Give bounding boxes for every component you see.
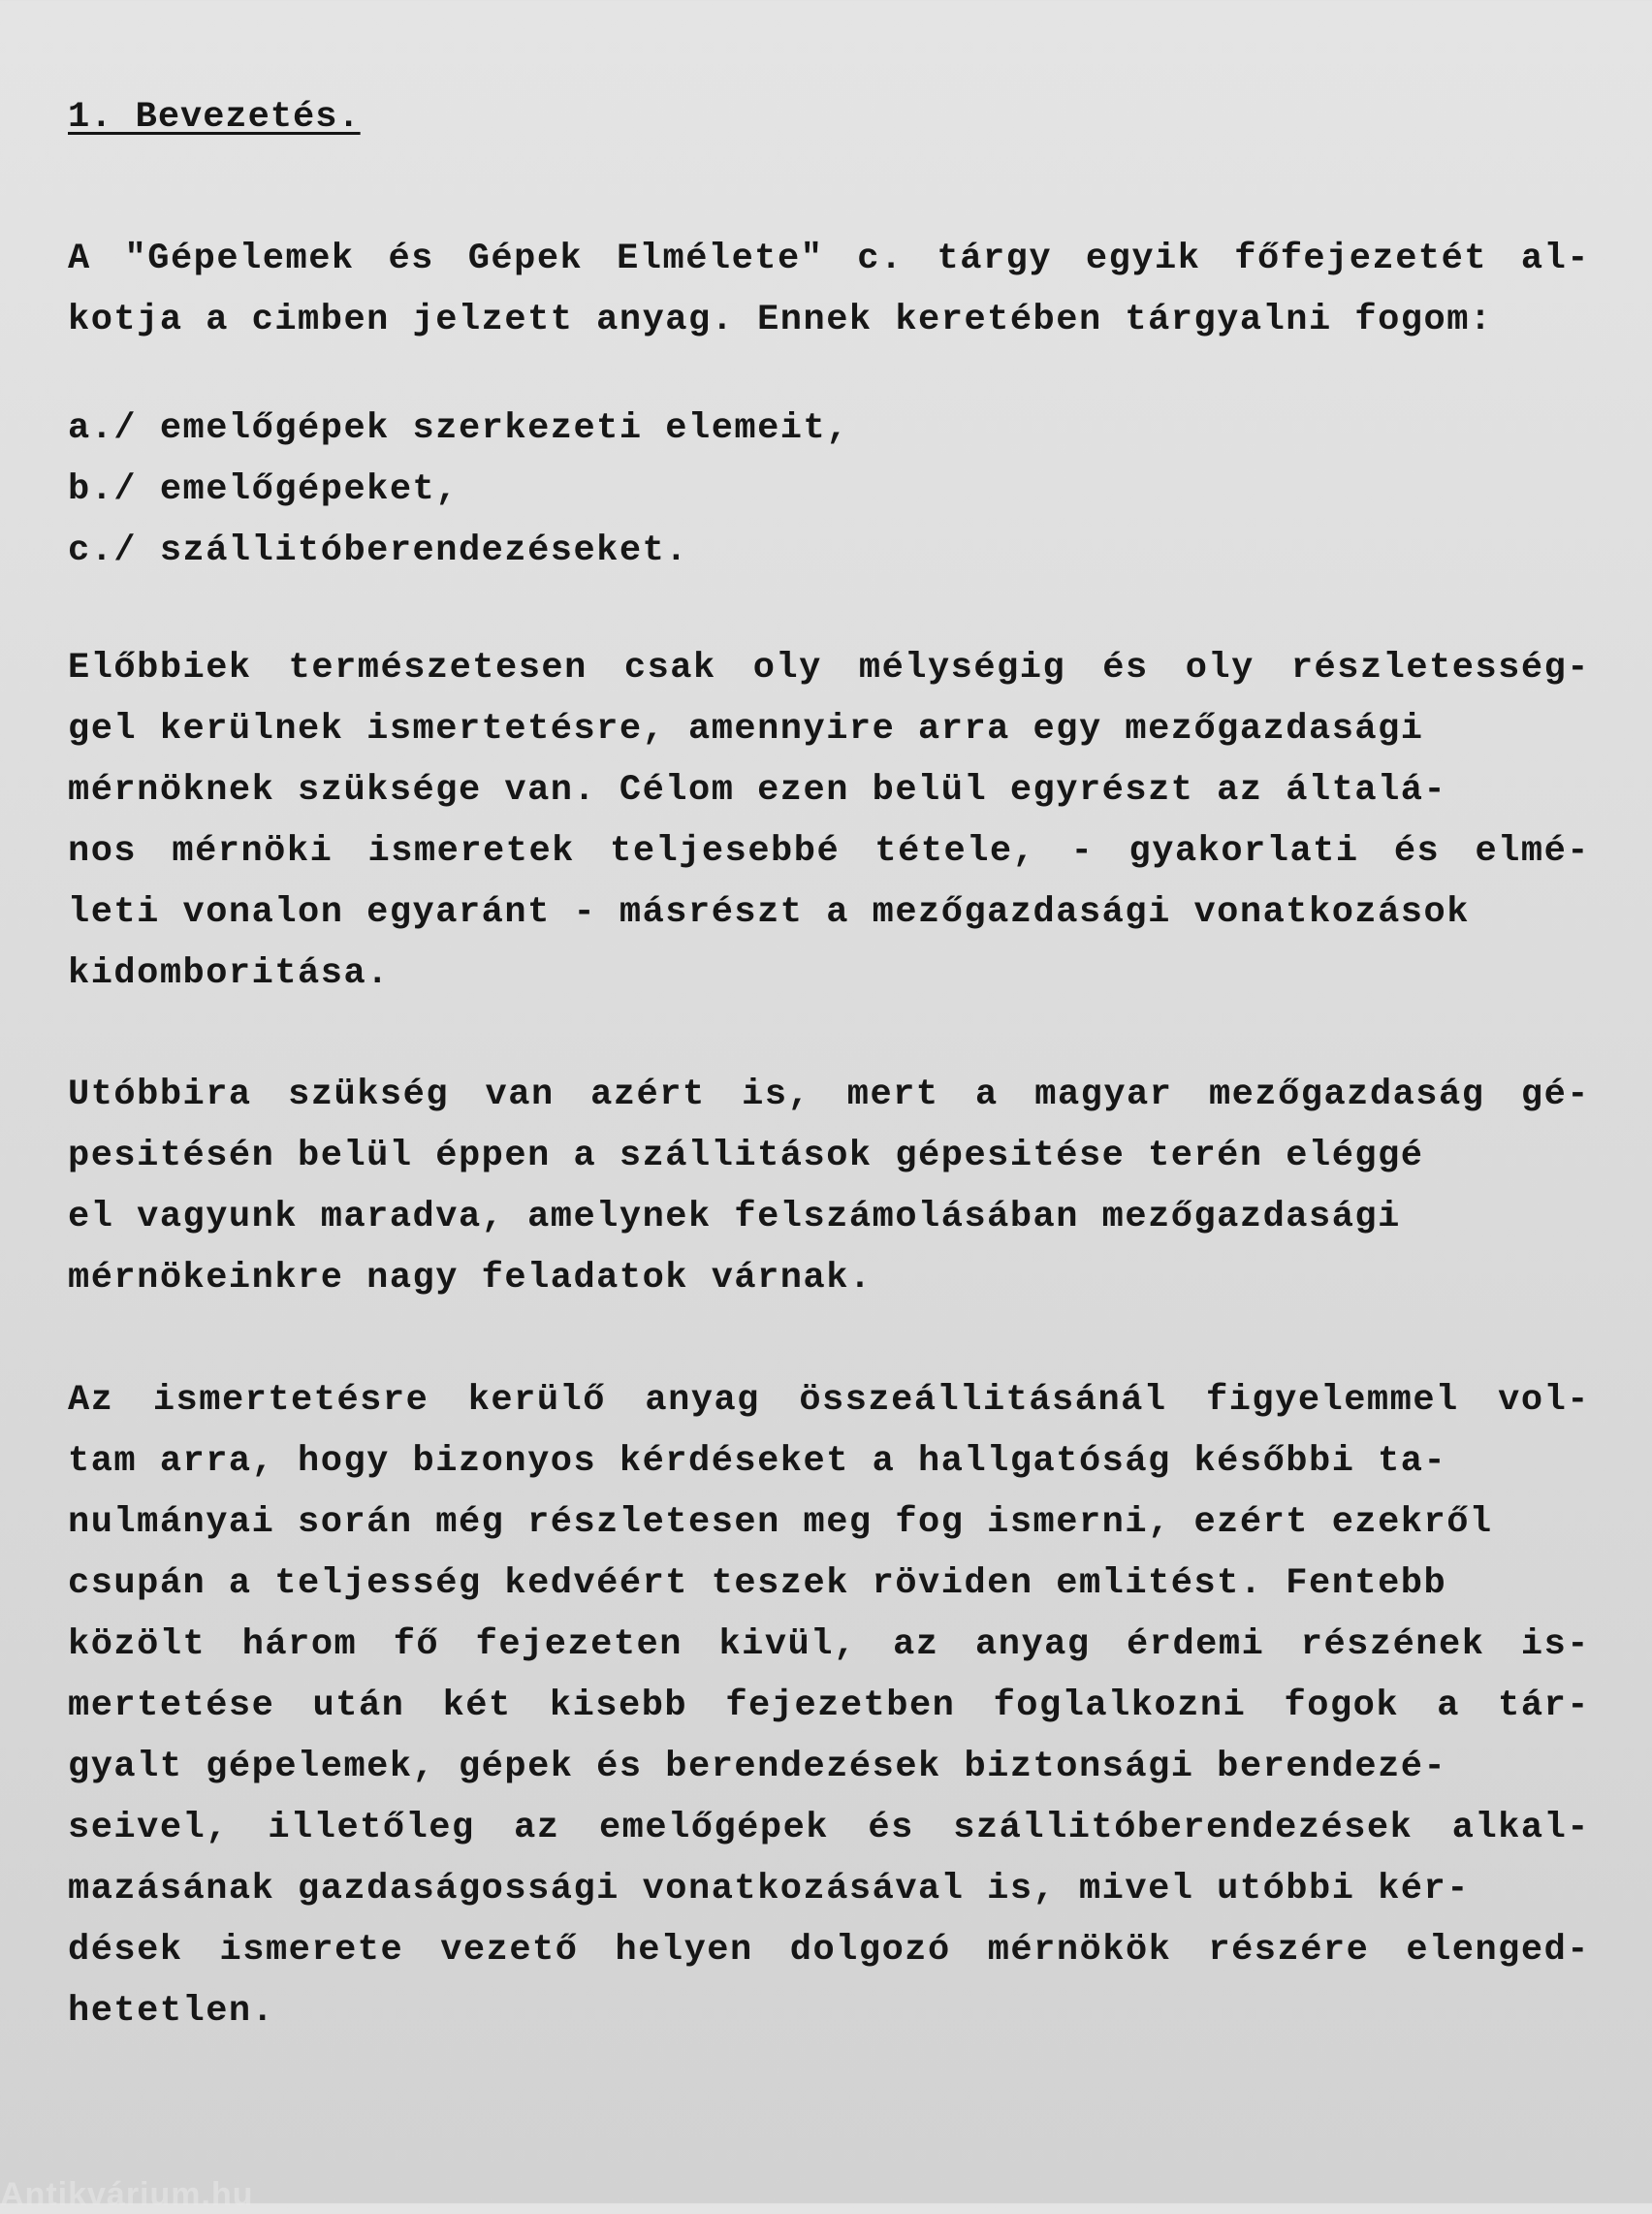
watermark: Antikvárium.hu (0, 2176, 254, 2213)
text-line: mérnöknek szüksége van. Célom ezen belül egyrészt az általá- (68, 770, 1447, 811)
text-line: leti vonalon egyaránt - másrészt a mezőgazdasági vonatkozások (68, 892, 1470, 933)
text-line: kotja a cimben jelzett anyag. Ennek keretében tárgyalni fogom: (68, 300, 1493, 340)
text-line: nos mérnöki ismeretek teljesebbé tétele, - gyakorlati és elmé- (68, 831, 1590, 872)
text-line: gyalt gépelemek, gépek és berendezések biztonsági berendezé- (68, 1747, 1447, 1787)
text-line: el vagyunk maradva, amelynek felszámolásában mezőgazdasági (68, 1197, 1401, 1237)
text-line: Utóbbira szükség van azért is, mert a magyar mezőgazdaság gé- (68, 1075, 1590, 1115)
text-line: kidomboritása. (68, 953, 390, 994)
text-line: pesitésén belül éppen a szállitások gépesitése terén eléggé (68, 1136, 1424, 1176)
paragraph-2 (68, 1065, 1590, 1309)
section-heading (68, 93, 1600, 142)
text-line: gel kerülnek ismertetésre, amennyire arra egy mezőgazdasági (68, 709, 1424, 750)
text-line: Előbbiek természetesen csak oly mélységig és oly részletesség- (68, 648, 1590, 689)
text-line: seivel, illetőleg az emelőgépek és szállitóberendezések alkal- (68, 1808, 1590, 1848)
list-item: a./ emelőgépek szerkezeti elemeit, (68, 408, 849, 449)
paragraph-3 (68, 1370, 1590, 2042)
text-line: csupán a teljesség kedvéért teszek röviden emlitést. Fentebb (68, 1563, 1447, 1604)
text-line: hetetlen. (68, 1991, 275, 2032)
document-page (68, 93, 1600, 2032)
list-item: c./ szállitóberendezéseket. (68, 530, 688, 571)
paragraph-1 (68, 638, 1590, 1005)
text-line: nulmányai során még részletesen meg fog ismerni, ezért ezekről (68, 1502, 1493, 1543)
text-line: Az ismertetésre kerülő anyag összeállitásánál figyelemmel vol- (68, 1380, 1590, 1421)
text-line: dések ismerete vezető helyen dolgozó mérnökök részére elenged- (68, 1930, 1590, 1971)
text-line: mérnökeinkre nagy feladatok várnak. (68, 1258, 873, 1299)
text-line: A "Gépelemek és Gépek Elmélete" c. tárgy egyik főfejezetét al- (68, 239, 1590, 279)
text-line: közölt három fő fejezeten kivül, az anyag érdemi részének is- (68, 1624, 1590, 1665)
text-line: tam arra, hogy bizonyos kérdéseket a hallgatóság későbbi ta- (68, 1441, 1447, 1482)
section-heading-text: 1. Bevezetés. (68, 97, 361, 138)
intro-paragraph (68, 229, 1590, 351)
text-line: mazásának gazdaságossági vonatkozásával is, mivel utóbbi kér- (68, 1869, 1470, 1909)
text-line: mertetése után két kisebb fejezetben foglalkozni fogok a tár- (68, 1685, 1590, 1726)
list-item: b./ emelőgépeket, (68, 469, 459, 510)
topic-list (68, 399, 849, 582)
